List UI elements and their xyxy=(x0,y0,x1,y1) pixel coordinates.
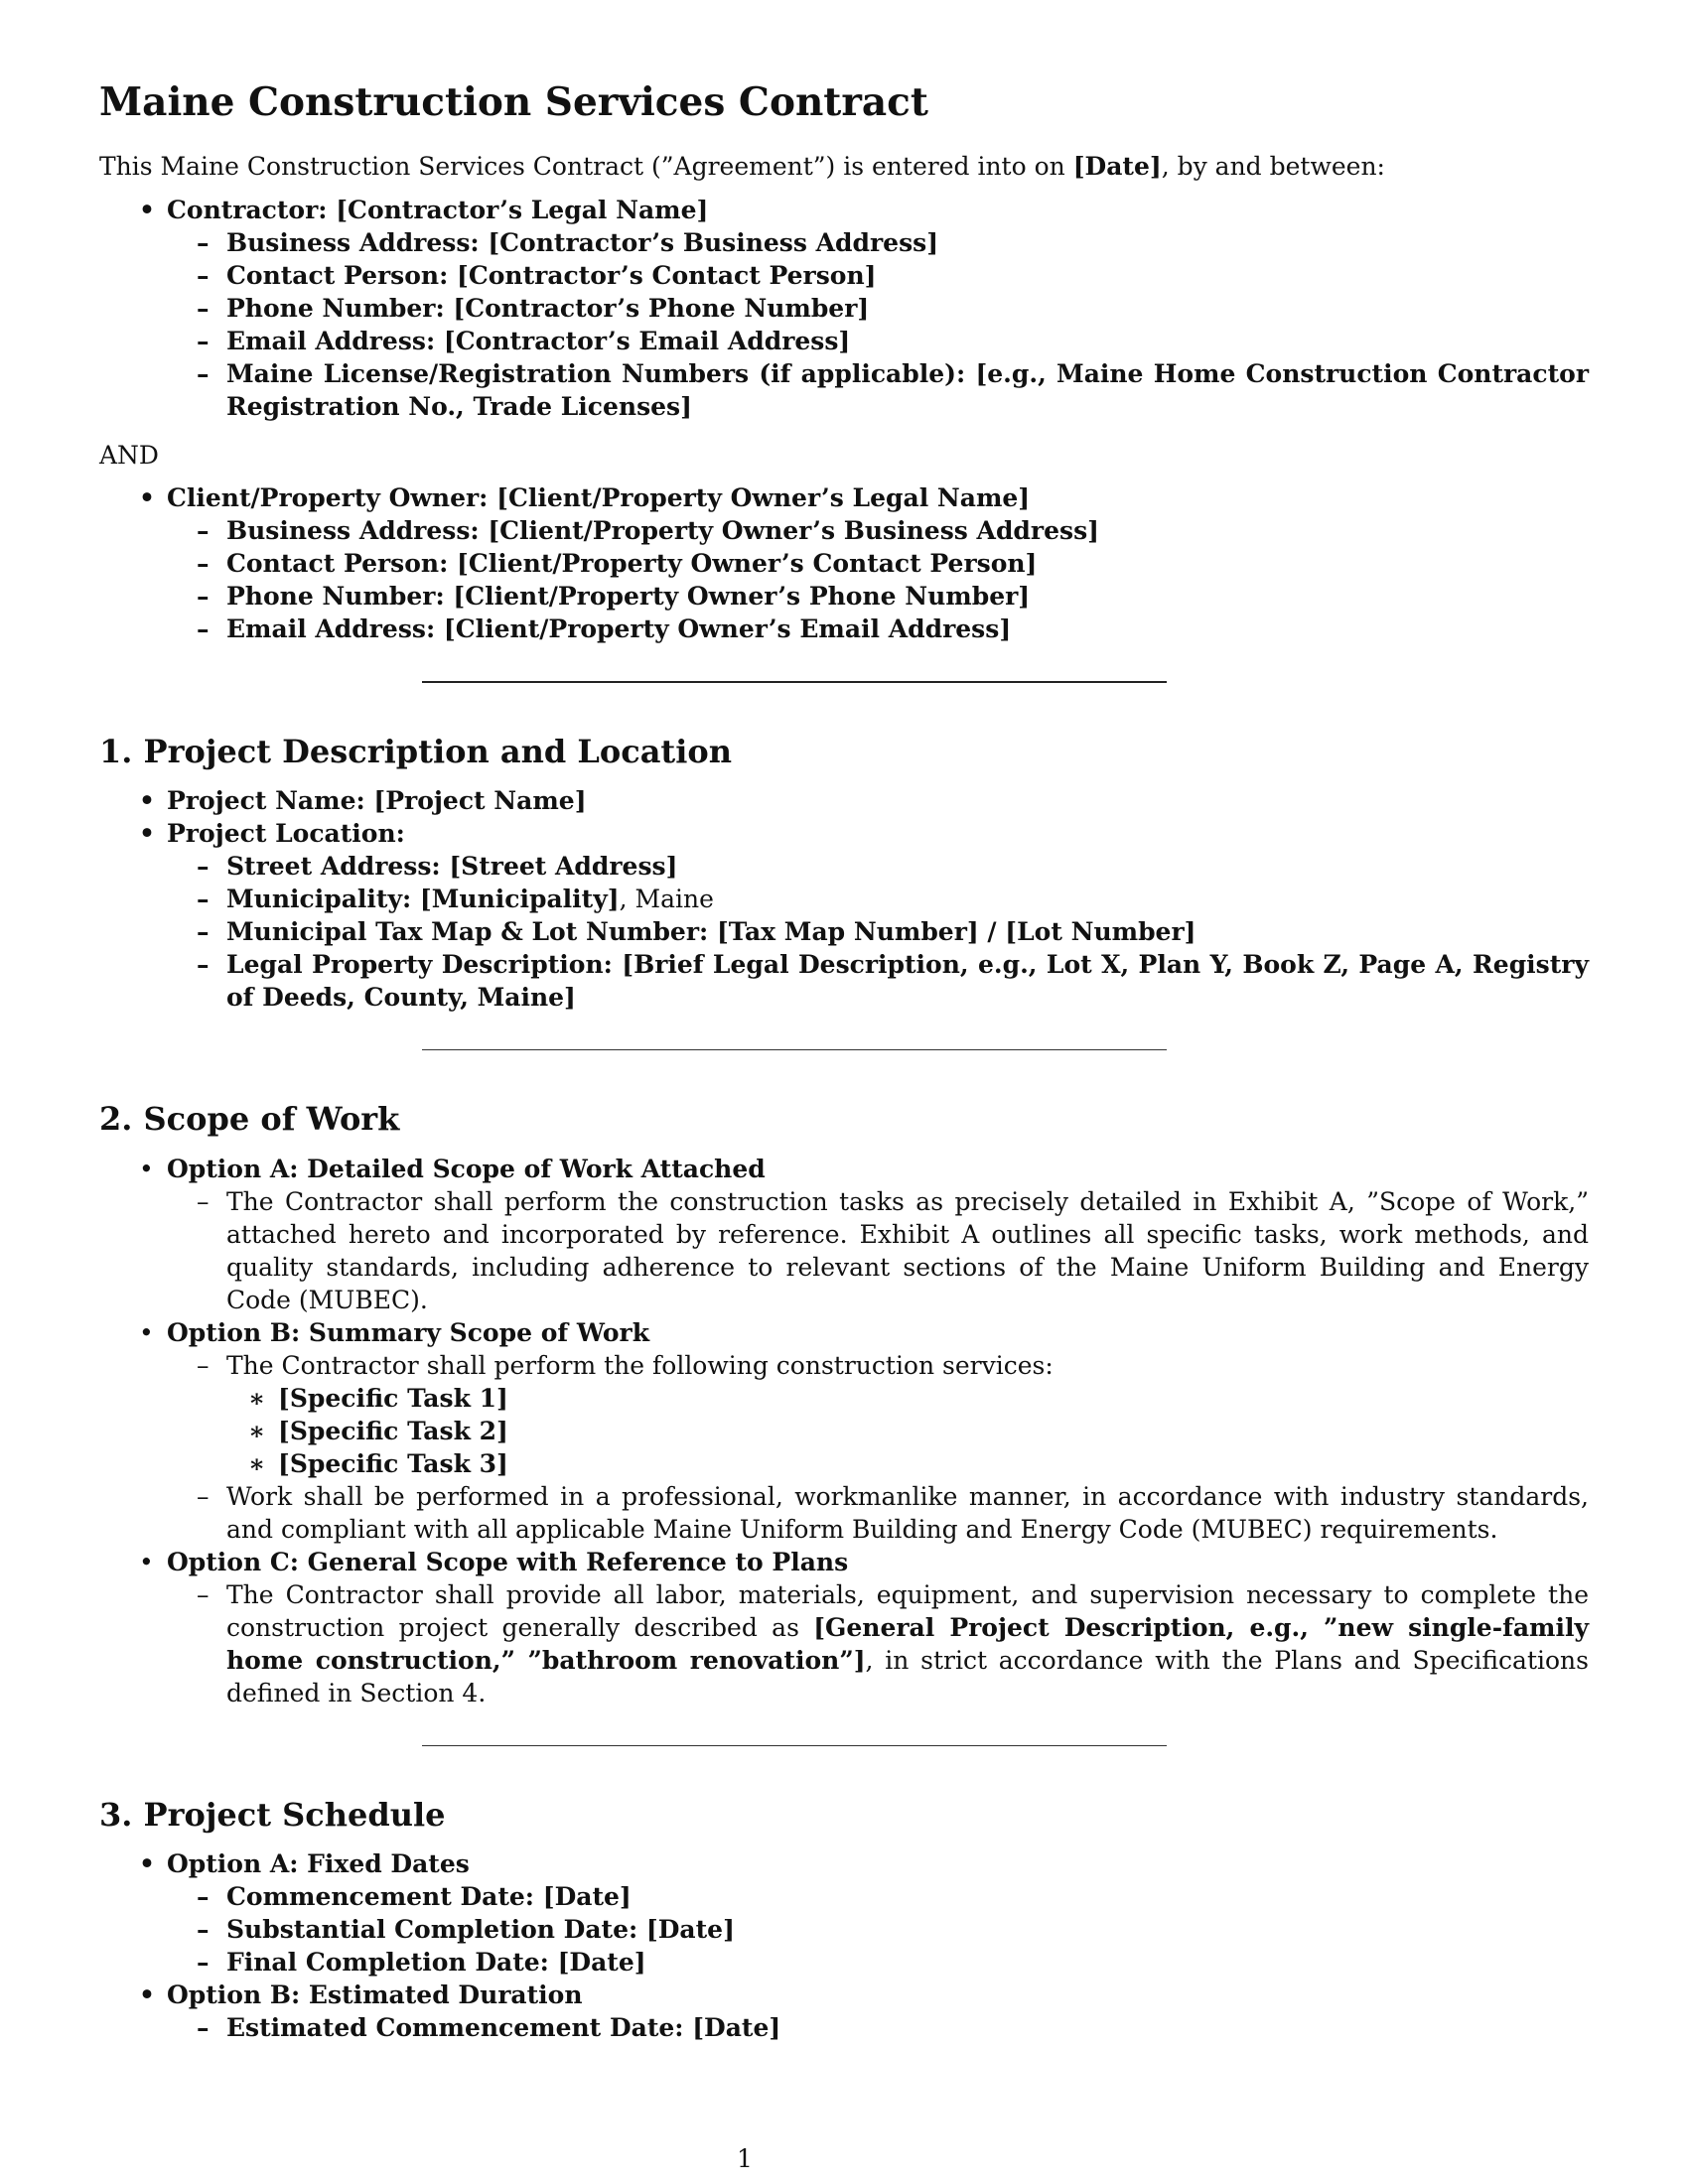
scope-option-b-details xyxy=(167,1349,1589,1546)
scope-option-c-before: The Contractor shall provide all labor, materials, equipment, and supervision necessary to complete the construction project generally described as xyxy=(226,1579,1589,1642)
horizontal-rule xyxy=(422,1049,1167,1050)
municipality-bold: Municipality: [Municipality] xyxy=(226,885,620,914)
page-number: 1 xyxy=(737,2144,753,2173)
contractor-fields xyxy=(167,226,1589,423)
scope-option-a-text: – The Contractor shall perform the construction tasks as precisely detailed in Exhibit A, ”Scope of Work,” attached hereto and incorporated by reference. Exhibit A outlines all specific tasks, work methods, and quality standards, including adherence to relevant sections of the Maine Uniform Building and Energy Code (MUBEC). xyxy=(99,1185,1589,1316)
scope-option-c-after: , in strict accordance with the Plans and Specifications defined in Section 4. xyxy=(226,1645,1589,1707)
schedule-option-a-title: Option A: Fixed Dates xyxy=(167,1848,470,1878)
and-separator-text: AND xyxy=(99,440,159,470)
section-1-heading: 1. Project Description and Location xyxy=(99,732,732,770)
horizontal-rule xyxy=(422,1745,1167,1746)
contractor-field-email: – Email Address: [Contractor’s Email Address] xyxy=(99,325,1589,357)
substantial-completion-date-item: – Substantial Completion Date: [Date] xyxy=(99,1913,1589,1946)
intro-date: [Date] xyxy=(1072,151,1162,181)
municipality-item xyxy=(99,883,1589,915)
contractor-field-business-address: – Business Address: [Contractor’s Business Address] xyxy=(99,226,1589,259)
client-field-email: – Email Address: [Client/Property Owner’s Email Address] xyxy=(99,613,1589,645)
legal-description-item: – Legal Property Description: [Brief Legal Description, e.g., Lot X, Plan Y, Book Z, Page A, Registry of Deeds, County, Maine] xyxy=(99,948,1589,1014)
scope-option-c-bold: [General Project Description, e.g., ”new single-family home construction,” ”bathroom renovation”] xyxy=(226,1612,1590,1675)
scope-option-b-text: – Work shall be performed in a professional, workmanlike manner, in accordance with industry standards, and compliant with all applicable Maine Uniform Building and Energy Code (MUBEC) requirements. xyxy=(99,1480,1589,1546)
scope-option-c-details xyxy=(167,1578,1589,1709)
page-title: Maine Construction Services Contract xyxy=(99,79,928,125)
contractor-field-contact-person: – Contact Person: [Contractor’s Contact Person] xyxy=(99,259,1589,292)
client-item xyxy=(99,481,1589,645)
specific-task-item: ∗ [Specific Task 1] xyxy=(99,1382,1589,1415)
project-location-fields xyxy=(167,850,1589,1014)
intro-paragraph xyxy=(99,150,1589,184)
horizontal-rule xyxy=(422,681,1167,683)
section-1-list xyxy=(99,784,1589,1014)
final-completion-date-item: – Final Completion Date: [Date] xyxy=(99,1946,1589,1979)
scope-option-a-title: Option A: Detailed Scope of Work Attached xyxy=(167,1154,766,1183)
scope-option-c-text xyxy=(99,1578,1589,1709)
client-field-business-address: – Business Address: [Client/Property Owner’s Business Address] xyxy=(99,514,1589,547)
schedule-option-b xyxy=(99,1979,1589,2044)
specific-tasks-list xyxy=(226,1382,1589,1480)
scope-option-a-details xyxy=(167,1185,1589,1316)
intro-text-before: This Maine Construction Services Contract (”Agreement”) is entered into on xyxy=(99,151,1073,181)
contractor-item xyxy=(99,194,1589,423)
document-page xyxy=(99,79,1589,2044)
client-fields xyxy=(167,514,1589,645)
contractor-list xyxy=(99,194,1589,423)
scope-option-b-title: Option B: Summary Scope of Work xyxy=(167,1317,650,1347)
contractor-value: [Contractor’s Legal Name] xyxy=(336,195,709,224)
scope-option-c xyxy=(99,1546,1589,1709)
scope-option-c-title: Option C: General Scope with Reference to Plans xyxy=(167,1547,849,1576)
scope-option-a xyxy=(99,1153,1589,1316)
schedule-option-a-items xyxy=(167,1880,1589,1979)
specific-task-item: ∗ [Specific Task 3] xyxy=(99,1447,1589,1480)
estimated-commencement-date-item: – Estimated Commencement Date: [Date] xyxy=(99,2011,1589,2044)
scope-option-b xyxy=(99,1316,1589,1546)
client-value: [Client/Property Owner’s Legal Name] xyxy=(496,482,1031,512)
project-location-label: Project Location: xyxy=(167,819,405,849)
section-2-list xyxy=(99,1153,1589,1709)
schedule-option-a xyxy=(99,1847,1589,1979)
intro-text-after: , by and between: xyxy=(1161,151,1385,181)
scope-option-b-intro: The Contractor shall perform the following construction services: xyxy=(226,1350,1054,1380)
client-field-contact-person: – Contact Person: [Client/Property Owner’s Contact Person] xyxy=(99,547,1589,580)
specific-task-item: ∗ [Specific Task 2] xyxy=(99,1415,1589,1447)
client-label: Client/Property Owner: xyxy=(167,482,497,512)
contractor-field-license: – Maine License/Registration Numbers (if applicable): [e.g., Maine Home Construction Contractor Registration No., Trade Licenses] xyxy=(99,357,1589,423)
client-list xyxy=(99,481,1589,645)
municipality-plain: , Maine xyxy=(619,885,714,914)
project-name-item: • Project Name: [Project Name] xyxy=(99,784,1589,817)
commencement-date-item: – Commencement Date: [Date] xyxy=(99,1880,1589,1913)
section-3-list xyxy=(99,1847,1589,2044)
scope-option-b-intro-item xyxy=(99,1349,1589,1480)
contractor-field-phone: – Phone Number: [Contractor’s Phone Number] xyxy=(99,292,1589,325)
section-2-heading: 2. Scope of Work xyxy=(99,1100,400,1139)
tax-map-item: – Municipal Tax Map & Lot Number: [Tax Map Number] / [Lot Number] xyxy=(99,915,1589,948)
schedule-option-b-title: Option B: Estimated Duration xyxy=(167,1979,583,2009)
street-address-item: – Street Address: [Street Address] xyxy=(99,850,1589,883)
section-3-heading: 3. Project Schedule xyxy=(99,1795,446,1834)
contractor-label: Contractor: xyxy=(167,195,337,224)
client-field-phone: – Phone Number: [Client/Property Owner’s Phone Number] xyxy=(99,580,1589,613)
project-location-item xyxy=(99,817,1589,1014)
schedule-option-b-items xyxy=(167,2011,1589,2044)
